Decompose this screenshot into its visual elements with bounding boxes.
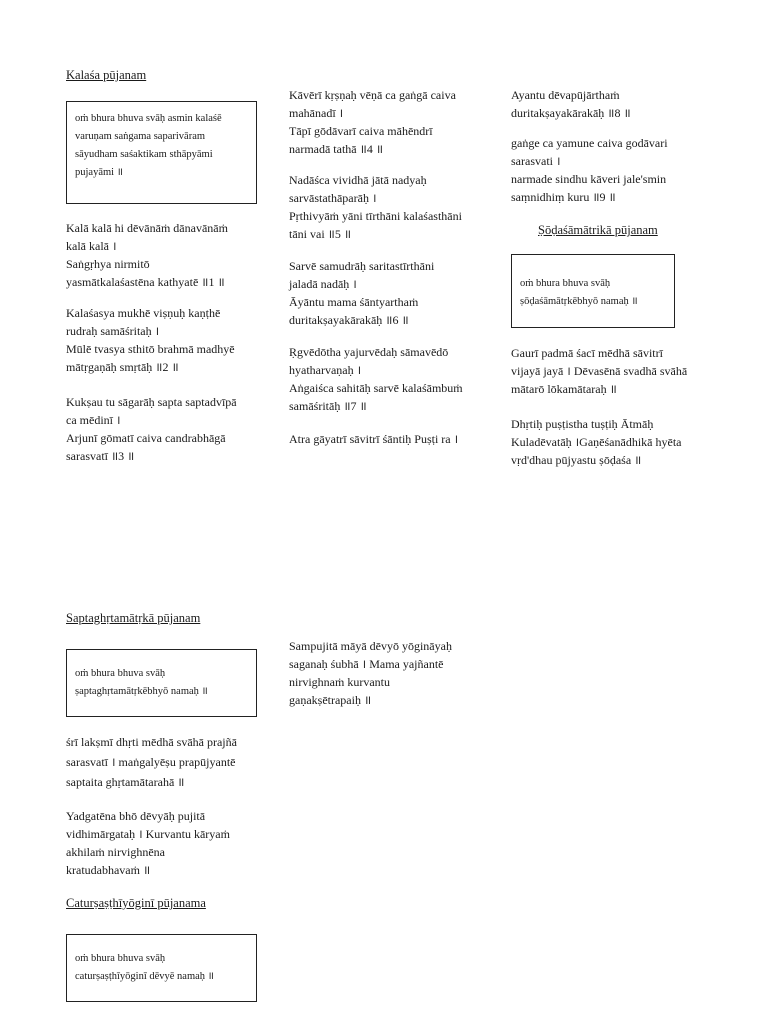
verse-line: Sampujitā māyā dēvyō yōgināyaḥ (289, 639, 452, 653)
mantra-line: sāyudham saśaktikam sthāpyāmi (75, 149, 213, 160)
verse-line: Saṅgṛhya nirmitō (66, 257, 150, 271)
verse-col2-3 (289, 257, 434, 329)
verse-line: yasmātkalaśastēna kathyatē ॥1 ॥ (66, 275, 225, 289)
verse-line: duritakṣayakārakāḥ ॥8 ॥ (511, 106, 631, 120)
verse-4 (66, 732, 237, 792)
verse-line: sarasvati । (511, 154, 561, 168)
verse-line: Atra gāyatrī sāvitrī śāntiḥ Puṣṭi ra । (289, 432, 459, 446)
verse-line: mahānadī । (289, 106, 344, 120)
verse-line: vṛd'dhau pūjyastu ṣōḍaśa ॥ (511, 453, 642, 467)
verse-line: akhilaṁ nirvighnēna (66, 845, 165, 859)
mantra-line: caturṣaṣṭhīyōginī dēvyē namaḥ ॥ (75, 971, 214, 982)
heading-kalasa-pujanam: Kalaśa pūjanam (66, 68, 147, 82)
verse-line: ca mēdinī । (66, 413, 121, 427)
verse-line: gaṇakṣētrapaiḥ ॥ (289, 693, 372, 707)
verse-line: kalā kalā । (66, 239, 117, 253)
mantra-line: varuṇam saṅgama saparivāram (75, 131, 206, 142)
verse-col2-4 (289, 343, 463, 415)
verse-line: gaṅge ca yamune caiva godāvari (511, 136, 668, 150)
mantra-line: oṁ bhura bhuva svāḥ asmin kalaśē (75, 113, 222, 124)
verse-col3-2 (511, 134, 668, 206)
verse-line: Sarvē samudrāḥ saritastīrthāni (289, 259, 435, 273)
verse-col2-2 (289, 171, 462, 243)
verse-line: saptaita ghṛtamātarahā ॥ (66, 775, 185, 789)
verse-line: Āyāntu mama śāntyarthaṁ (289, 295, 419, 309)
verse-line: jaladā nadāḥ । (289, 277, 357, 291)
mantra-line: oṁ bhura bhuva svāḥ (75, 668, 166, 679)
heading-catursasthiyogini-pujanama: Caturṣaṣṭhīyōginī pūjanama (66, 896, 206, 910)
verse-line: Gaurī padmā śacī mēdhā sāvitrī (511, 346, 663, 360)
verse-line: tāni vai ॥5 ॥ (289, 227, 352, 241)
verse-line: Kāvērī kṛṣṇaḥ vēṇā ca gaṅgā caiva (289, 88, 456, 102)
verse-line: saganaḥ śubhā । Mama yajñantē (289, 657, 444, 671)
verse-col3-3 (511, 344, 687, 398)
verse-col3-4 (511, 415, 681, 469)
heading-sodasamatrika-pujanam: Ṣōḍaśāmātrikā pūjanam (538, 223, 658, 237)
verse-line: sarasvatī । maṅgalyēṣu prapūjyantē (66, 755, 236, 769)
verse-col3-1 (511, 86, 631, 122)
verse-line: hyatharvaṇaḥ । (289, 363, 362, 377)
mantra-line: oṁ bhura bhuva svāḥ (520, 278, 611, 289)
mantra-box-catursasthiyogini (66, 934, 257, 1002)
mantra-line: pujayāmi ॥ (75, 167, 123, 178)
verse-line: Tāpī gōdāvarī caiva māhēndrī (289, 124, 433, 138)
verse-line: Kalā kalā hi dēvānāṁ dānavānāṁ (66, 221, 228, 235)
verse-col2-1 (289, 86, 456, 158)
verse-line: śrī lakṣmī dhṛti mēdhā svāhā prajñā (66, 735, 237, 749)
verse-line: Yadgatēna bhō dēvyāḥ pujitā (66, 809, 206, 823)
verse-col2-5 (289, 430, 458, 448)
mantra-box-kalasa (66, 101, 257, 204)
verse-line: rudraḥ samāśritaḥ । (66, 324, 160, 338)
verse-line: Nadāśca vividhā jātā nadyaḥ (289, 173, 427, 187)
mantra-line: ṣōḍaśāmātṛkēbhyō namaḥ ॥ (520, 296, 638, 307)
mantra-line: ṣaptaghṛtamātṛkēbhyō namaḥ ॥ (75, 686, 208, 697)
verse-1 (66, 219, 228, 291)
verse-line: Arjunī gōmatī caiva candrabhāgā (66, 431, 226, 445)
verse-line: narmade sindhu kāveri jale'smin (511, 172, 667, 186)
mantra-line: oṁ bhura bhuva svāḥ (75, 953, 166, 964)
verse-line: sarvāstathāparāḥ । (289, 191, 377, 205)
verse-col2-6 (289, 637, 452, 709)
verse-line: mātarō lōkamātaraḥ ॥ (511, 382, 617, 396)
mantra-box-saptaghrtamatrka (66, 649, 257, 717)
verse-5 (66, 807, 230, 879)
verse-line: Ṛgvēdōtha yajurvēdaḥ sāmavēdō (289, 345, 449, 359)
mantra-box-sodasamatrika (511, 254, 675, 328)
verse-line: kratudabhavaṁ ॥ (66, 863, 151, 877)
verse-line: duritakṣayakārakāḥ ॥6 ॥ (289, 313, 409, 327)
verse-line: vidhimārgataḥ । Kurvantu kāryaṁ (66, 827, 230, 841)
verse-line: Kukṣau tu sāgarāḥ sapta saptadvīpā (66, 395, 237, 409)
verse-line: Dhṛtiḥ puṣṭistha tuṣṭiḥ Ātmāḥ (511, 417, 654, 431)
verse-line: sarasvatī ॥3 ॥ (66, 449, 135, 463)
verse-line: Aṅgaiśca sahitāḥ sarvē kalaśāmbuṁ (289, 381, 463, 395)
verse-line: Kuladēvatāḥ ।Gaṇēśanādhikā hyēta (511, 435, 682, 449)
verse-line: nirvighnaṁ kurvantu (289, 675, 390, 689)
verse-line: Mūlē tvasya sthitō brahmā madhyē (66, 342, 235, 356)
verse-3 (66, 393, 237, 465)
verse-line: Pṛthivyāṁ yāni tīrthāni kalaśasthāni (289, 209, 462, 223)
verse-line: narmadā tathā ॥4 ॥ (289, 142, 384, 156)
verse-line: Ayantu dēvapūjārthaṁ (511, 88, 620, 102)
heading-saptaghrtamatrka-pujanam: Saptaghṛtamātṛkā pūjanam (66, 611, 201, 625)
verse-line: saṃnidhiṃ kuru ॥9 ॥ (511, 190, 616, 204)
verse-line: Kalaśasya mukhē viṣṇuḥ kaṇṭhē (66, 306, 221, 320)
verse-line: mātṛgaṇāḥ smṛtāḥ ॥2 ॥ (66, 360, 179, 374)
verse-line: samāśritāḥ ॥7 ॥ (289, 399, 367, 413)
verse-2 (66, 304, 235, 376)
verse-line: vijayā jayā । Dēvasēnā svadhā svāhā (511, 364, 688, 378)
